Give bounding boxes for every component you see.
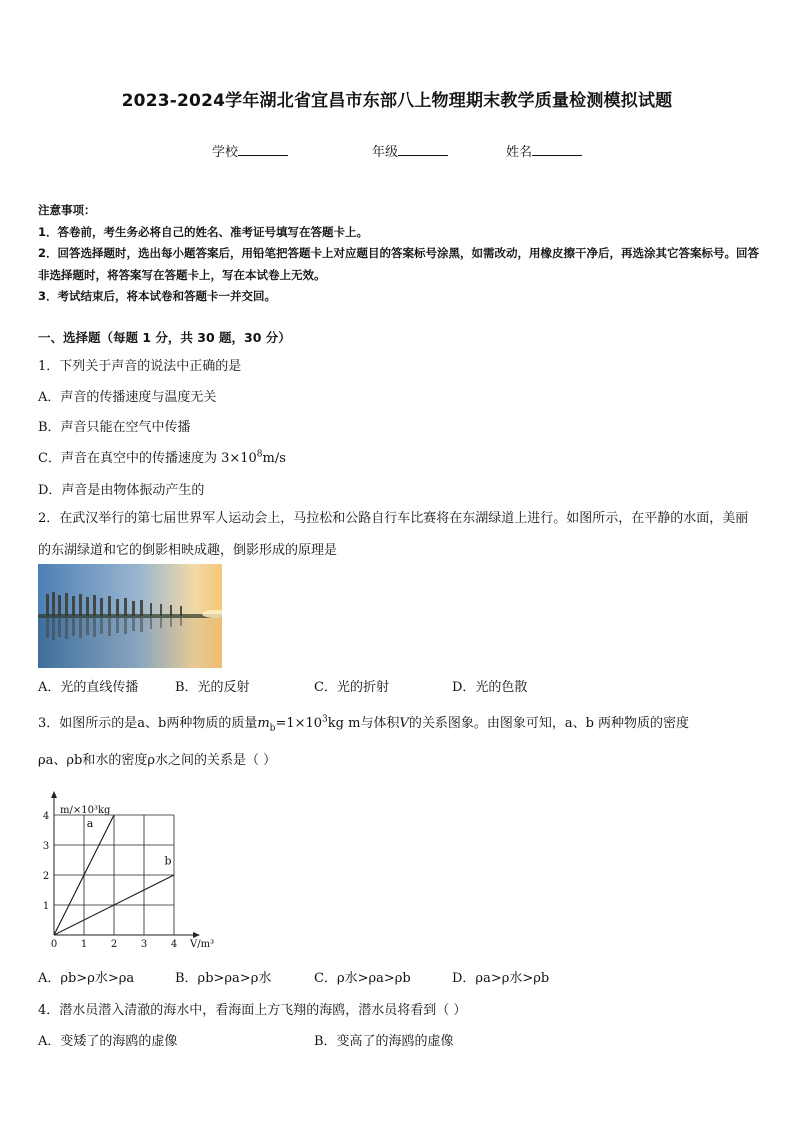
q3-stem-part: 3．如图所示的是a、b两种物质的质量 bbox=[38, 716, 258, 731]
x-tick-label: 3 bbox=[140, 939, 148, 950]
q3-stem-part: m与体积 bbox=[348, 716, 400, 731]
name-blank[interactable] bbox=[532, 143, 582, 156]
q3-stem-mass-sub: b bbox=[269, 723, 276, 734]
x-tick-label: 1 bbox=[80, 939, 88, 950]
section-heading: 一、选择题（每题 1 分，共 30 题，30 分） bbox=[38, 330, 291, 345]
notes-item-3 bbox=[38, 286, 760, 308]
y-axis-label: m/×10³kg bbox=[60, 805, 111, 816]
grade-blank[interactable] bbox=[398, 143, 448, 156]
x-tick-label: 0 bbox=[50, 939, 58, 950]
notes-heading: 注意事项： bbox=[38, 203, 96, 217]
q3-stem-eq: =1×10 bbox=[275, 716, 323, 731]
x-axis-arrow bbox=[193, 932, 200, 938]
q2-option-a[interactable]: A．光的直线传播 bbox=[38, 680, 139, 695]
notes-item-1 bbox=[38, 222, 760, 244]
notes-item-num: 3． bbox=[38, 289, 58, 303]
q1-option-d[interactable]: D．声音是由物体振动产生的 bbox=[38, 483, 205, 498]
notes-item-text: 答卷前，考生务必将自己的姓名、准考证号填写在答题卡上。 bbox=[57, 224, 369, 239]
q3-option-c[interactable]: C．ρ水>ρa>ρb bbox=[314, 971, 411, 986]
q3-stem-line1 bbox=[38, 712, 689, 734]
q1-stem: 1．下列关于声音的说法中正确的是 bbox=[38, 359, 242, 374]
mass-volume-chart-svg bbox=[34, 780, 234, 950]
lake-reflection-photo bbox=[38, 564, 222, 668]
q3-stem-kg: kg bbox=[327, 716, 344, 731]
q3-stem-volume: V bbox=[399, 716, 409, 731]
notes-item-num: 2． bbox=[38, 246, 58, 260]
mass-volume-chart bbox=[34, 780, 234, 950]
q2-stem: 2．在武汉举行的第七届世界军人运动会上，马拉松和公路自行车比赛将在东湖绿道上进行。如图所示，在平静的水面，美丽的东湖绿道和它的倒影相映成趣，倒影形成的原理是 bbox=[38, 511, 749, 558]
name-field bbox=[506, 141, 582, 160]
grade-label: 年级 bbox=[372, 145, 399, 160]
q2-option-b[interactable]: B．光的反射 bbox=[175, 680, 250, 695]
school-blank[interactable] bbox=[238, 143, 288, 156]
name-label: 姓名 bbox=[506, 145, 533, 160]
q3-stem-part: 的关系图象。由图象可知，a、b 两种物质的密度 bbox=[408, 716, 690, 731]
y-axis-arrow bbox=[51, 791, 57, 798]
q1-option-b[interactable]: B．声音只能在空气中传播 bbox=[38, 420, 191, 435]
x-axis-label: V/m³ bbox=[190, 939, 215, 950]
notes-block bbox=[38, 200, 760, 308]
page-title: 2023-2024学年湖北省宜昌市东部八上物理期末教学质量检测模拟试题 bbox=[121, 91, 673, 111]
q3-option-a[interactable]: A．ρb>ρ水>ρa bbox=[38, 971, 135, 986]
q1-c-prefix: C．声音在真空中的传播速度为 3×10 bbox=[38, 451, 257, 466]
q4-option-a[interactable]: A．变矮了的海鸥的虚像 bbox=[38, 1034, 178, 1049]
y-tick-label: 4 bbox=[42, 811, 50, 822]
y-tick-label: 1 bbox=[42, 901, 50, 912]
grade-field bbox=[372, 141, 448, 160]
notes-item-2 bbox=[38, 243, 760, 286]
q3-stem-sup: 3 bbox=[322, 714, 328, 725]
q1-option-a[interactable]: A．声音的传播速度与温度无关 bbox=[38, 390, 217, 405]
q4-option-b[interactable]: B．变高了的海鸥的虚像 bbox=[314, 1034, 454, 1049]
q3-option-d[interactable]: D．ρa>ρ水>ρb bbox=[452, 971, 550, 986]
q1-option-c[interactable] bbox=[38, 447, 286, 466]
x-tick-label: 4 bbox=[170, 939, 178, 950]
y-tick-label: 2 bbox=[42, 871, 50, 882]
q3-stem-mass: m bbox=[257, 716, 270, 731]
notes-item-text: 回答选择题时，选出每小题答案后，用铅笔把答题卡上对应题目的答案标号涂黑，如需改动，用橡皮擦干净后，再选涂其它答案标号。回答非选择题时，将答案写在答题卡上，写在本试卷上无效。 bbox=[38, 246, 760, 282]
q4-stem: 4．潜水员潜入清澈的海水中，看海面上方飞翔的海鸥，潜水员将看到（ ） bbox=[38, 1003, 467, 1018]
q1-c-sup: 8 bbox=[256, 449, 263, 460]
q1-c-suffix: m/s bbox=[262, 451, 286, 466]
y-tick-label: 3 bbox=[42, 841, 50, 852]
school-label: 学校 bbox=[212, 145, 239, 160]
notes-item-num: 1． bbox=[38, 224, 58, 239]
series-label-b: b bbox=[164, 854, 172, 868]
q2-option-d[interactable]: D．光的色散 bbox=[452, 680, 528, 695]
q3-stem-line2: ρa、ρb和水的密度ρ水之间的关系是（ ） bbox=[38, 753, 277, 768]
notes-item-text: 考试结束后，将本试卷和答题卡一并交回。 bbox=[57, 289, 277, 303]
x-tick-label: 2 bbox=[110, 939, 118, 950]
school-field bbox=[212, 141, 288, 160]
q2-option-c[interactable]: C．光的折射 bbox=[314, 680, 389, 695]
series-label-a: a bbox=[86, 817, 94, 830]
lake-reflection-image bbox=[38, 564, 222, 668]
q3-option-b[interactable]: B．ρb>ρa>ρ水 bbox=[175, 971, 272, 986]
